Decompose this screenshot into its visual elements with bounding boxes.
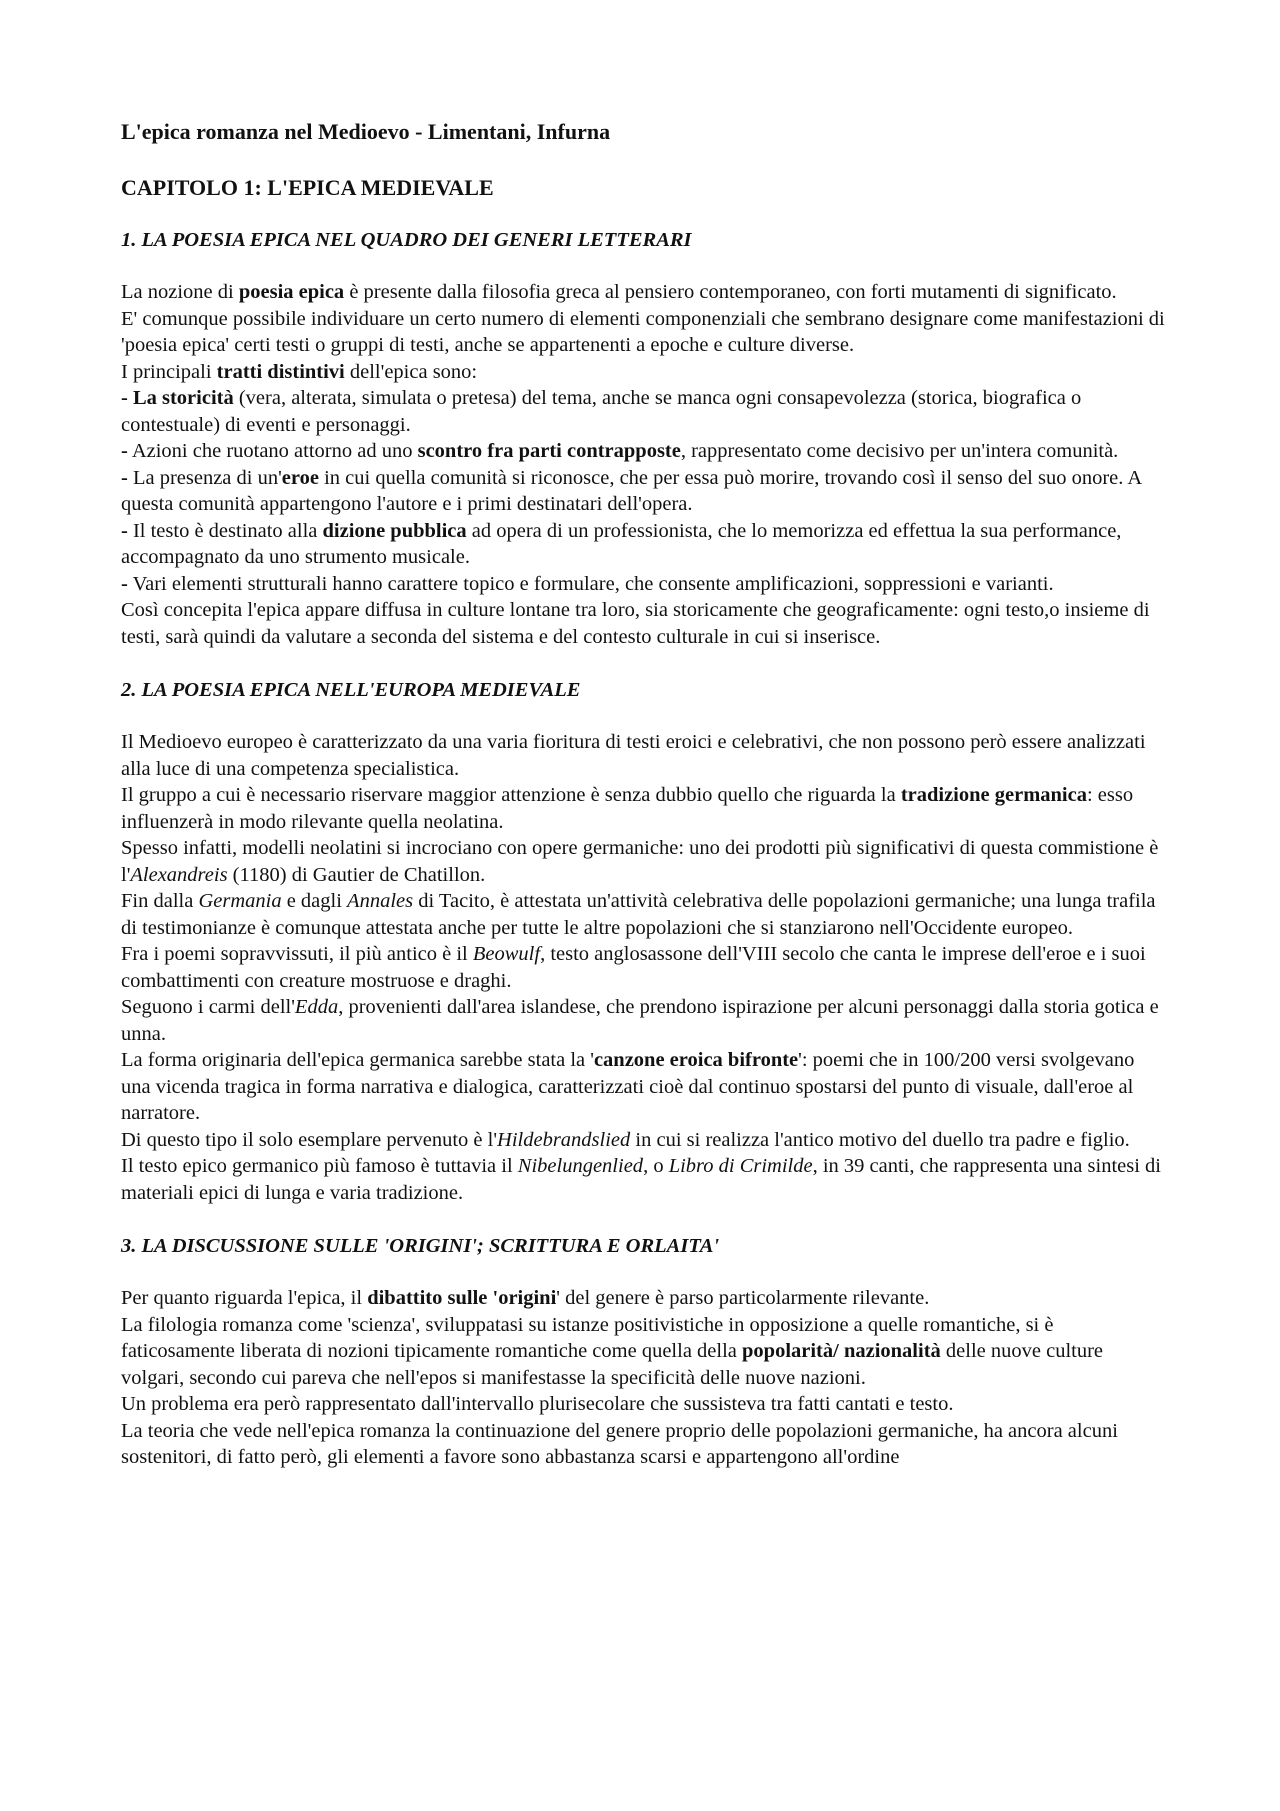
bold-text: dibattito sulle 'origini [367,1287,557,1309]
bold-text: eroe [281,466,319,489]
section-heading: 2. LA POESIA EPICA NELL'EUROPA MEDIEVALE [121,679,581,701]
bold-text: - [121,519,128,542]
text-run: Il testo epico germanico più famoso è tuttavia il [121,1155,518,1177]
text-run: Il testo è destinato alla [127,519,323,542]
text-run: I principali [121,360,217,383]
italic-text: Germania [198,890,282,912]
text-run: Fra i poemi sopravvissuti, il più antico è il [121,943,473,965]
paragraph [121,729,1166,782]
text-run: delle nuove culture volgari, secondo cui pareva che nell'epos si manifestasse la specificità delle nuove nazioni. [121,1340,1104,1389]
chapter-title: CAPITOLO 1: L'EPICA MEDIEVALE [121,175,494,200]
text-run: ': poemi che in 100/200 versi svolgevano una vicenda tragica in forma narrativa e dialogica, caratterizzati cioè dal continuo spostarsi del punto di visuale, dall'eroe al narratore. [121,1049,1135,1124]
italic-text: Alexandreis [130,863,228,886]
bold-text: poesia epica [238,281,345,303]
paragraph [121,279,1166,306]
bold-text: scontro fra parti contrapposte [417,440,681,462]
paragraph [121,385,1166,438]
bold-text: canzone eroica bifronte [593,1049,799,1071]
text-run: Azioni che ruotano attorno ad uno [127,440,418,462]
text-run: e dagli [281,890,348,912]
text-run: Per quanto riguarda l'epica, il [121,1287,368,1309]
text-run: , o [643,1155,669,1177]
text-run: ad opera di un professionista, che lo memorizza ed effettua la sua performance, accompagnato da uno strumento musicale. [121,519,1122,568]
text-run: , provenienti dall'area islandese, che prendono ispirazione per alcuni personaggi dalla storia gotica e unna. [121,996,1159,1045]
bold-text: tratti distintivi [216,360,345,383]
paragraph [121,1391,1166,1418]
text-run: Il gruppo a cui è necessario riservare maggior attenzione è senza dubbio quello che riguarda la [121,784,901,806]
paragraph [121,1285,1166,1312]
paragraph [121,1047,1166,1127]
text-run: di Tacito, è attestata un'attività celebrativa delle popolazioni germaniche; una lunga trafila di testimonianze è comunque attestata anche per tutte le altre popolazioni che si stanziarono nell'Occidente europeo. [121,890,1156,939]
text-run: : esso influenzerà in modo rilevante quella neolatina. [121,784,1134,833]
section-1 [121,225,1166,650]
italic-text: Libro di Crimilde [668,1155,813,1177]
text-run: , in 39 canti, che rappresenta una sintesi di materiali epici di lunga e varia tradizione. [121,1155,1161,1204]
paragraph [121,438,1166,465]
text-run: , testo anglosassone dell'VIII secolo che canta le imprese dell'eroe e i suoi combattimenti con creature mostruose e draghi. [121,943,1146,992]
italic-text: Beowulf [472,943,541,965]
italic-text: Hildebrandslied [497,1128,631,1151]
bold-text: - [121,440,128,462]
bold-text: - La storicità [121,387,234,409]
paragraph [121,1418,1166,1471]
text-run: E' comunque possibile individuare un certo numero di elementi componenziali che sembrano designare come manifestazioni di 'poesia epica' certi testi o gruppi di testi, anche se appartenenti a epoche e culture diverse. [121,307,1165,356]
bold-text: tradizione germanica [900,784,1087,806]
section-2 [121,675,1166,1206]
paragraph [121,571,1166,598]
paragraph [121,359,1166,386]
text-run: in cui quella comunità si riconosce, che per essa può morire, trovando così il senso del suo onore. A questa comunità appartengono l'autore e i primi destinatari dell'opera. [121,466,1142,515]
bold-text: - [121,572,128,595]
text-run: in cui si realizza l'antico motivo del duello tra padre e figlio. [630,1128,1130,1151]
paragraph [121,597,1166,650]
paragraph [121,518,1166,571]
paragraph [121,888,1166,941]
section-body [121,729,1166,1206]
text-run: Seguono i carmi dell' [121,996,295,1018]
section-body [121,1285,1166,1471]
text-run: Il Medioevo europeo è caratterizzato da una varia fioritura di testi eroici e celebrativi, che non possono però essere analizzati alla luce di una competenza specialistica. [121,731,1146,780]
text-run: La nozione di [121,281,239,303]
paragraph [121,941,1166,994]
italic-text: Annales [347,890,414,912]
text-run: (1180) di Gautier de Chatillon. [227,863,486,886]
document-page [121,117,1166,1471]
text-run: è presente dalla filosofia greca al pensiero contemporaneo, con forti mutamenti di significato. [344,281,1117,303]
paragraph [121,465,1166,518]
bold-text: dizione pubblica [322,519,467,542]
text-run: Un problema era però rappresentato dall'intervallo plurisecolare che sussisteva tra fatti cantati e testo. [121,1393,954,1415]
text-run: ' del genere è parso particolarmente rilevante. [556,1287,930,1309]
paragraph [121,835,1166,888]
section-body [121,279,1166,650]
text-run: Di questo tipo il solo esemplare pervenuto è l' [121,1128,498,1151]
text-run: , rappresentato come decisivo per un'intera comunità. [680,440,1119,462]
text-run: (vera, alterata, simulata o pretesa) del tema, anche se manca ogni consapevolezza (storica, biografica o contestuale) di eventi e personaggi. [121,387,1082,436]
text-run: La filologia romanza come 'scienza', sviluppatasi su istanze positivistiche in opposizione a quelle romantiche, si è faticosamente liberata di nozioni tipicamente romantiche come quella della [121,1313,1054,1362]
text-run: Così concepita l'epica appare diffusa in culture lontane tra loro, sia storicamente che geograficamente: ogni testo,o insieme di testi, sarà quindi da valutare a seconda del sistema e del contesto culturale in cui si inserisce. [121,599,1150,648]
paragraph [121,306,1166,359]
text-run: Vari elementi strutturali hanno carattere topico e formulare, che consente amplificazioni, soppressioni e varianti. [127,572,1054,595]
bold-text: - [121,466,128,489]
text-run: Spesso infatti, modelli neolatini si incrociano con opere germaniche: uno dei prodotti più significativi di questa commistione è l' [121,837,1159,886]
document-title: L'epica romanza nel Medioevo - Limentani, Infurna [121,119,611,144]
text-run: La presenza di un' [127,466,282,489]
section-heading: 3. LA DISCUSSIONE SULLE 'ORIGINI'; SCRITTURA E ORLAITA' [121,1235,720,1257]
text-run: Fin dalla [121,890,199,912]
paragraph [121,1312,1166,1392]
text-run: La forma originaria dell'epica germanica sarebbe stata la ' [121,1049,594,1071]
text-run: La teoria che vede nell'epica romanza la continuazione del genere proprio delle popolazioni germaniche, ha ancora alcuni sostenitori, di fatto però, gli elementi a favore sono abbastanza scarsi e appartengono all'ordine [121,1419,1118,1468]
paragraph [121,782,1166,835]
italic-text: Nibelungenlied [517,1155,644,1177]
text-run: dell'epica sono: [344,360,478,383]
paragraph [121,994,1166,1047]
section-3 [121,1231,1166,1471]
paragraph [121,1127,1166,1154]
bold-text: popolarità/ nazionalità [742,1340,941,1362]
paragraph [121,1153,1166,1206]
section-heading: 1. LA POESIA EPICA NEL QUADRO DEI GENERI LETTERARI [121,229,692,251]
italic-text: Edda [294,996,339,1018]
